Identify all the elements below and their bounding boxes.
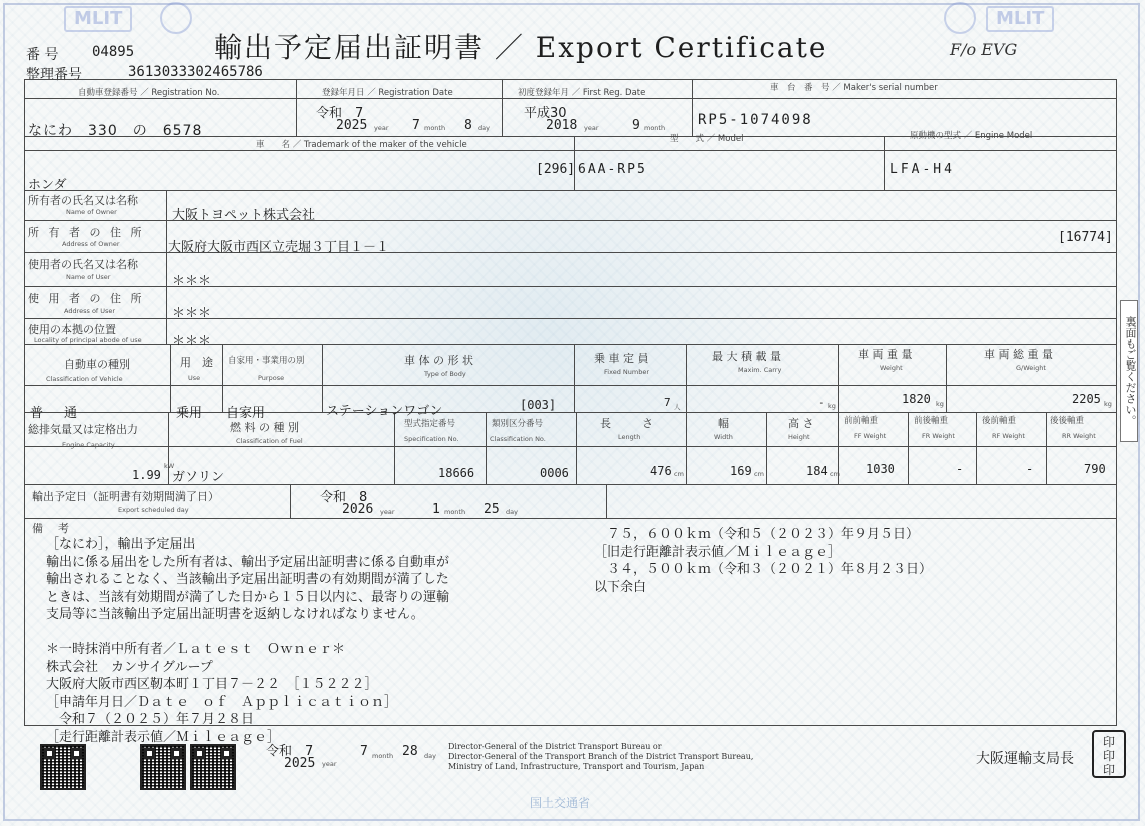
first-reg-label: 初度登録年月 ／ First Reg. Date bbox=[518, 88, 646, 98]
mileage-line: ７５，６００ｋｍ（令和５（２０２３）年９月５日） bbox=[594, 527, 920, 542]
spec-no-label: 型式指定番号 bbox=[404, 419, 456, 429]
reg-no: なにわ 330 の 6578 bbox=[28, 123, 203, 139]
base-location: ＊＊＊ bbox=[172, 334, 212, 349]
vehicle-weight: 1820 bbox=[902, 392, 931, 406]
owner-name-label: 所有者の氏名又は名称 bbox=[28, 194, 138, 207]
model-label: 型 式 ／ Model bbox=[670, 134, 744, 144]
height-label: 高 さ bbox=[788, 417, 814, 430]
engine-capacity: 1.99 bbox=[132, 468, 161, 482]
mlit-logo-left: MLIT bbox=[64, 6, 132, 32]
owner-name: 大阪トヨペット株式会社 bbox=[172, 208, 316, 223]
issue-day: 28 bbox=[402, 744, 418, 759]
mileage-line: ［旧走行距離計表示値／Ｍｉｌｅａｇｅ］ bbox=[594, 544, 842, 560]
qr-code-1 bbox=[40, 744, 86, 790]
export-date-label: 輸出予定日（証明書有効期間満了日） bbox=[32, 490, 219, 503]
vehicle-type: 普 通 bbox=[30, 406, 82, 421]
reg-day: 8 bbox=[464, 118, 472, 133]
remarks-label: 備 考 bbox=[32, 522, 71, 535]
ff-weight-label: 前前軸重 bbox=[844, 416, 879, 426]
issue-month: 7 bbox=[360, 744, 368, 759]
fuel-label: 燃 料 の 種 別 bbox=[230, 421, 299, 434]
reg-no-label: 自動車登録番号 ／ Registration No. bbox=[78, 88, 220, 98]
class-no: 0006 bbox=[540, 466, 569, 480]
maker: ホンダ bbox=[28, 178, 67, 193]
purpose-label: 自家用・事業用の別 bbox=[228, 356, 305, 366]
number-label: 番 号 bbox=[26, 47, 59, 63]
side-note: 裏面もご覧ください。 bbox=[1120, 300, 1138, 442]
weight-label: 車 両 重 量 bbox=[858, 348, 913, 361]
export-era: 令和 8 bbox=[320, 490, 368, 505]
emblem-left bbox=[160, 2, 192, 34]
body-type: ステーションワゴン bbox=[326, 404, 443, 419]
width: 169 bbox=[730, 464, 752, 478]
user-address: ＊＊＊ bbox=[172, 306, 212, 321]
class-no-label: 類別区分番号 bbox=[492, 419, 544, 429]
engine-model: LFA-H4 bbox=[890, 162, 955, 177]
engine-model-label: 原動機の型式 ／ Engine Model bbox=[910, 131, 1033, 141]
remarks-line: ［なにわ］，輸出予定届出 bbox=[46, 537, 196, 552]
serial-label: 車 台 番 号 ／ Maker's serial number bbox=[770, 83, 938, 93]
max-carry-label: 最 大 積 載 量 bbox=[712, 350, 781, 363]
user-name: ＊＊＊ bbox=[172, 274, 212, 289]
engine-capacity-label: 総排気量又は定格出力 bbox=[28, 423, 138, 436]
rf-weight: - bbox=[1026, 462, 1034, 476]
base-label: 使用の本拠の位置 bbox=[28, 323, 116, 336]
gross-weight-label: 車 両 総 重 量 bbox=[984, 348, 1053, 361]
first-reg-month: 9 bbox=[632, 118, 640, 133]
width-label: 幅 bbox=[718, 417, 729, 430]
gross-weight: 2205 bbox=[1072, 392, 1101, 406]
reg-era: 令和 7 bbox=[316, 106, 364, 121]
vehicle-type-label: 自動車の種別 bbox=[64, 358, 130, 371]
rr-weight: 790 bbox=[1084, 462, 1106, 476]
mileage-line: 以下余白 bbox=[594, 579, 647, 595]
export-day: 25 bbox=[484, 502, 500, 517]
use: 乗用 bbox=[176, 406, 203, 421]
fr-weight-label: 前後軸重 bbox=[914, 416, 949, 426]
qr-code-2 bbox=[140, 744, 186, 790]
height: 184 bbox=[806, 464, 828, 478]
remarks-spacer bbox=[46, 624, 449, 642]
mileage-line: ３４，５００ｋｍ（令和３（２０２１）年８月２３日） bbox=[594, 562, 933, 577]
spec-no: 18666 bbox=[438, 466, 475, 480]
first-reg-year: 2018 bbox=[546, 118, 578, 133]
remarks-line: ［走行距離計表示値／Ｍｉｌｅａｇｅ］ bbox=[46, 729, 281, 745]
remarks-line: ときは、当該有効期間が満了した日から１５日以内に、最寄りの運輸 bbox=[46, 589, 450, 605]
official-seal-stamp: 印 印 印 bbox=[1092, 730, 1126, 778]
mlit-logo-right: MLIT bbox=[986, 6, 1054, 32]
fr-weight: - bbox=[956, 462, 964, 476]
serial-no: RP5-1074098 bbox=[698, 112, 813, 128]
maker-label: 車 名 ／ Trademark of the maker of the vehicle bbox=[256, 140, 467, 150]
issuing-office: 大阪運輸支局長 bbox=[976, 751, 1074, 767]
owner-address-label: 所 有 者 の 住 所 bbox=[28, 226, 145, 239]
emblem-right bbox=[944, 2, 976, 34]
reg-year: 2025 bbox=[336, 118, 368, 133]
export-year: 2026 bbox=[342, 502, 374, 517]
model: 6AA-RP5 bbox=[578, 162, 647, 177]
export-month: 1 bbox=[432, 502, 440, 517]
reg-month: 7 bbox=[412, 118, 420, 133]
purpose: 自家用 bbox=[226, 406, 266, 421]
user-name-label: 使用者の氏名又は名称 bbox=[28, 258, 138, 271]
page-title: 輸出予定届出証明書 ／ Export Certificate bbox=[214, 31, 828, 64]
ref-value: 3613033302465786 bbox=[128, 64, 263, 80]
capacity: 7 bbox=[664, 396, 671, 409]
fuel-type: ガソリン bbox=[172, 470, 225, 485]
owner-address: 大阪府大阪市西区立売堀３丁目１－１ bbox=[168, 240, 390, 255]
issuer-line: Director-General of the Transport Branch of the District Transport Bureau, bbox=[448, 752, 754, 761]
user-address-label: 使 用 者 の 住 所 bbox=[28, 292, 145, 305]
remarks-line: 令和７（２０２５）年７月２８日 bbox=[46, 712, 255, 727]
remarks-line: 輸出されることなく、当該輸出予定届出証明書の有効期間が満了した bbox=[46, 572, 449, 587]
qr-code-3 bbox=[190, 744, 236, 790]
ref-label: 整理番号 bbox=[26, 67, 82, 83]
rf-weight-label: 後前軸重 bbox=[982, 416, 1017, 426]
remarks-line: 支局等に当該輸出予定届出証明書を返納しなければなりません。 bbox=[46, 607, 424, 622]
remarks-line: 株式会社 カンサイグループ bbox=[46, 659, 213, 675]
rr-weight-label: 後後軸重 bbox=[1050, 416, 1085, 426]
model-code: [296] bbox=[536, 162, 576, 177]
length-label: 長 さ bbox=[600, 417, 656, 430]
body-type-label: 車 体 の 形 状 bbox=[404, 354, 473, 367]
reg-date-label: 登録年月日 ／ Registration Date bbox=[322, 88, 453, 98]
number-value: 04895 bbox=[92, 44, 135, 60]
remarks-line: ［申請年月日／Ｄａｔｅ ｏｆ Ａｐｐｌｉｃａｔｉｏｎ］ bbox=[46, 694, 398, 710]
first-reg-era: 平成30 bbox=[524, 106, 567, 121]
body-type-code: [003] bbox=[520, 398, 557, 412]
issue-year: 2025 bbox=[284, 756, 316, 771]
capacity-label: 乗 車 定 員 bbox=[594, 352, 649, 365]
remarks-right bbox=[594, 526, 932, 596]
remarks-left bbox=[46, 536, 449, 746]
remarks-line: 輸出に係る届出をした所有者は、輸出予定届出証明書に係る自動車が bbox=[46, 554, 450, 570]
issuer-line: Director-General of the District Transport Bureau or bbox=[448, 742, 662, 751]
issuer-line: Ministry of Land, Infrastructure, Transport and Tourism, Japan bbox=[448, 762, 705, 771]
issue-era: 令和 7 bbox=[266, 744, 314, 759]
max-carry: - bbox=[818, 396, 825, 409]
length: 476 bbox=[650, 464, 672, 478]
remarks-line: 大阪府大阪市西区靭本町１丁目７－２２ ［１５２２２］ bbox=[46, 677, 378, 692]
ff-weight: 1030 bbox=[866, 462, 895, 476]
owner-address-code: [16774] bbox=[1058, 230, 1113, 245]
handwritten-note: F/o EVG bbox=[950, 40, 1018, 59]
use-label: 用 途 bbox=[180, 356, 213, 369]
issuer-block bbox=[448, 742, 753, 772]
mlit-watermark: 国土交通省 bbox=[530, 796, 591, 810]
remarks-line: ＊一時抹消中所有者／Ｌａｔｅｓｔ Ｏｗｎｅｒ＊ bbox=[46, 642, 346, 657]
